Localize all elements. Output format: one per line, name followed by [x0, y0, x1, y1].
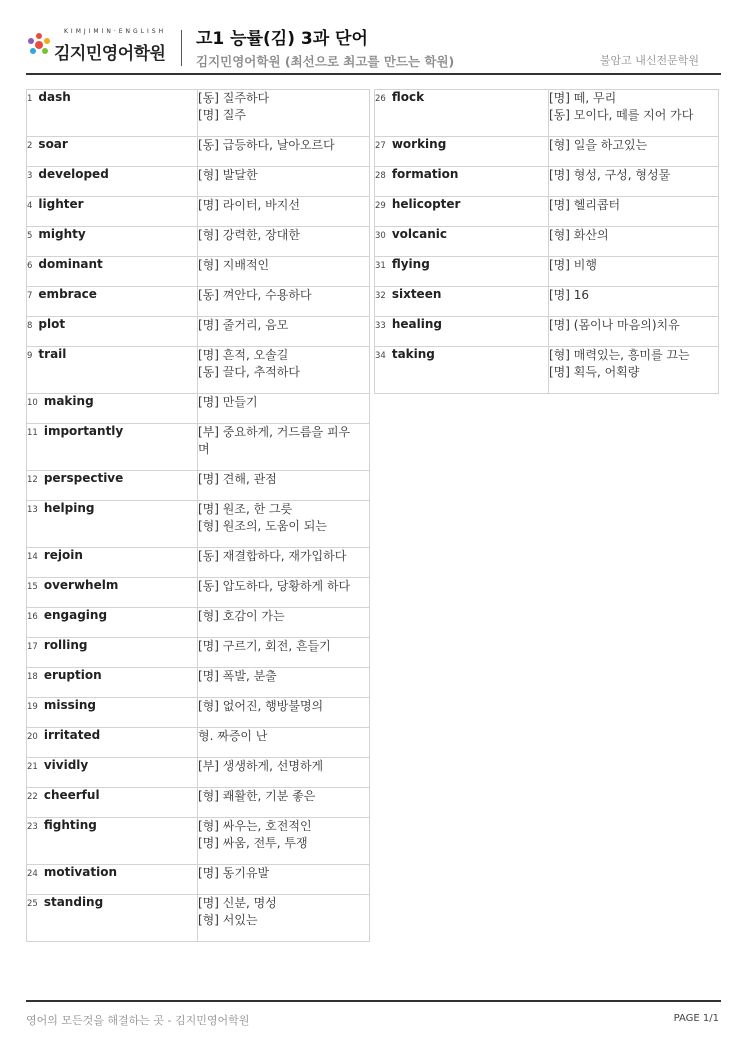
meaning-cell — [549, 197, 719, 227]
meaning-cell — [198, 698, 370, 728]
table-row — [27, 758, 370, 788]
table-row — [27, 578, 370, 608]
word-text: developed — [38, 167, 109, 181]
word-cell — [375, 347, 549, 394]
logo-mark-icon — [26, 32, 52, 58]
table-row — [27, 471, 370, 501]
table-row — [375, 137, 719, 167]
logo-tagline: KIMJIMIN·ENGLISH — [64, 28, 167, 35]
meaning-line: [형] 강력한, 장대한 — [198, 228, 300, 242]
meaning-line: [명] 만들기 — [198, 395, 258, 409]
meaning-line: [명] (몸이나 마음의)치유 — [549, 318, 680, 332]
word-number: 34 — [375, 351, 386, 361]
meaning-line: [명] 흔적, 오솔길 — [198, 348, 289, 362]
word-text: helping — [43, 501, 95, 515]
word-number: 9 — [27, 351, 33, 361]
word-cell — [27, 578, 198, 608]
word-text: vividly — [43, 758, 89, 772]
word-cell — [27, 501, 198, 548]
word-number: 22 — [27, 792, 38, 802]
meaning-line: [형] 호감이 가는 — [198, 609, 285, 623]
meaning-line: [명] 라이터, 바지선 — [198, 198, 300, 212]
meaning-line: [명] 16 — [549, 288, 590, 302]
word-cell — [375, 197, 549, 227]
meaning-cell — [198, 788, 370, 818]
meaning-line: [형] 없어진, 행방불명의 — [198, 699, 324, 713]
table-row — [375, 287, 719, 317]
word-cell — [375, 167, 549, 197]
table-row — [27, 895, 370, 942]
word-text: embrace — [38, 287, 97, 301]
word-number: 19 — [27, 702, 38, 712]
meaning-line: [동] 질주하다 — [198, 91, 270, 105]
word-number: 12 — [27, 475, 38, 485]
word-text: making — [43, 394, 94, 408]
word-cell — [27, 137, 198, 167]
meaning-line: [형] 지배적인 — [198, 258, 270, 272]
word-table-right — [374, 89, 719, 394]
table-row — [375, 347, 719, 394]
meaning-line: [명] 신분, 명성 — [198, 896, 277, 910]
meaning-line: [동] 모이다, 떼를 지어 가다 — [549, 108, 694, 122]
page-subtitle: 김지민영어학원 (최선으로 최고를 만드는 학원) — [196, 54, 455, 69]
word-text: fighting — [43, 818, 97, 832]
table-row — [375, 317, 719, 347]
word-number: 4 — [27, 201, 33, 211]
meaning-cell — [549, 227, 719, 257]
word-number: 18 — [27, 672, 38, 682]
meaning-line: [형] 쾌활한, 기분 좋은 — [198, 789, 316, 803]
word-cell — [27, 818, 198, 865]
meaning-line: [형] 일을 하고있는 — [549, 138, 648, 152]
meaning-cell — [549, 347, 719, 394]
word-text: irritated — [43, 728, 101, 742]
meaning-cell — [198, 90, 370, 137]
word-cell — [27, 758, 198, 788]
word-text: sixteen — [391, 287, 442, 301]
table-row — [27, 818, 370, 865]
word-cell — [27, 347, 198, 394]
word-cell — [27, 394, 198, 424]
word-cell — [27, 608, 198, 638]
meaning-cell — [549, 167, 719, 197]
meaning-line: [명] 헬리콥터 — [549, 198, 621, 212]
meaning-line: [동] 끌다, 추적하다 — [198, 365, 300, 379]
word-text: flying — [391, 257, 430, 271]
word-text: standing — [43, 895, 104, 909]
meaning-cell — [198, 394, 370, 424]
word-text: engaging — [43, 608, 108, 622]
meaning-cell — [198, 758, 370, 788]
meaning-line: [형] 화산의 — [549, 228, 609, 242]
word-number: 10 — [27, 398, 38, 408]
table-row — [27, 728, 370, 758]
meaning-line: [명] 구르기, 회전, 흔들기 — [198, 639, 331, 653]
word-number: 31 — [375, 261, 386, 271]
meaning-line: [명] 획득, 어획량 — [549, 365, 640, 379]
page-title: 고1 능률(김) 3과 단어 — [196, 29, 368, 49]
meaning-cell — [198, 728, 370, 758]
meaning-cell — [198, 818, 370, 865]
meaning-cell — [198, 865, 370, 895]
table-row — [27, 638, 370, 668]
table-row — [27, 394, 370, 424]
table-row — [27, 608, 370, 638]
table-row — [27, 137, 370, 167]
header-rule — [26, 73, 721, 75]
word-text: cheerful — [43, 788, 100, 802]
word-cell — [27, 471, 198, 501]
table-row — [27, 347, 370, 394]
word-cell — [27, 638, 198, 668]
word-cell — [27, 788, 198, 818]
meaning-line: [동] 재결합하다, 재가입하다 — [198, 549, 347, 563]
word-text: formation — [391, 167, 459, 181]
word-text: soar — [38, 137, 68, 151]
table-row — [27, 227, 370, 257]
table-row — [27, 317, 370, 347]
meaning-cell — [198, 137, 370, 167]
meaning-line: [명] 싸움, 전투, 투쟁 — [198, 836, 308, 850]
meaning-line: [형] 서있는 — [198, 913, 258, 927]
table-row — [27, 668, 370, 698]
word-number: 27 — [375, 141, 386, 151]
word-number: 21 — [27, 762, 38, 772]
word-number: 28 — [375, 171, 386, 181]
meaning-line: [부] 생생하게, 선명하게 — [198, 759, 324, 773]
word-text: lighter — [38, 197, 84, 211]
word-cell — [27, 197, 198, 227]
word-text: flock — [391, 90, 425, 104]
word-number: 3 — [27, 171, 33, 181]
word-text: perspective — [43, 471, 124, 485]
word-number: 5 — [27, 231, 33, 241]
word-cell — [27, 424, 198, 471]
word-table-left — [26, 89, 370, 942]
word-number: 6 — [27, 261, 33, 271]
table-row — [27, 424, 370, 471]
word-number: 17 — [27, 642, 38, 652]
word-number: 15 — [27, 582, 38, 592]
table-row — [27, 167, 370, 197]
word-number: 8 — [27, 321, 33, 331]
meaning-line: [부] 중요하게, 거드름을 피우 — [198, 425, 351, 439]
header-divider — [181, 30, 182, 66]
word-number: 11 — [27, 428, 38, 438]
word-cell — [27, 698, 198, 728]
meaning-line: [동] 압도하다, 당황하게 하다 — [198, 579, 351, 593]
meaning-cell — [198, 287, 370, 317]
word-text: healing — [391, 317, 442, 331]
academy-logo — [26, 26, 186, 66]
word-cell — [27, 227, 198, 257]
word-number: 29 — [375, 201, 386, 211]
table-row — [27, 788, 370, 818]
word-cell — [375, 137, 549, 167]
word-text: trail — [38, 347, 67, 361]
meaning-cell — [549, 90, 719, 137]
meaning-cell — [198, 347, 370, 394]
meaning-cell — [198, 608, 370, 638]
word-cell — [375, 90, 549, 137]
word-text: dominant — [38, 257, 103, 271]
meaning-cell — [198, 197, 370, 227]
meaning-cell — [198, 578, 370, 608]
meaning-cell — [198, 167, 370, 197]
meaning-line: [명] 떼, 무리 — [549, 91, 617, 105]
meaning-line: [명] 질주 — [198, 108, 246, 122]
word-cell — [27, 865, 198, 895]
word-text: rejoin — [43, 548, 83, 562]
meaning-line: [명] 원조, 한 그릇 — [198, 502, 293, 516]
word-text: plot — [38, 317, 66, 331]
footer-rule — [26, 1000, 721, 1002]
word-number: 32 — [375, 291, 386, 301]
meaning-cell — [198, 471, 370, 501]
word-cell — [27, 90, 198, 137]
meaning-cell — [549, 287, 719, 317]
word-number: 16 — [27, 612, 38, 622]
word-text: missing — [43, 698, 96, 712]
meaning-cell — [198, 424, 370, 471]
word-cell — [375, 257, 549, 287]
word-cell — [27, 668, 198, 698]
word-number: 13 — [27, 505, 38, 515]
meaning-cell — [549, 137, 719, 167]
meaning-cell — [198, 257, 370, 287]
meaning-cell — [549, 257, 719, 287]
meaning-line: [형] 원조의, 도움이 되는 — [198, 519, 327, 533]
page-number: PAGE 1/1 — [673, 1013, 719, 1024]
meaning-line: [형] 싸우는, 호전적인 — [198, 819, 312, 833]
meaning-line: [명] 줄거리, 음모 — [198, 318, 289, 332]
table-row — [27, 865, 370, 895]
word-text: overwhelm — [43, 578, 119, 592]
table-row — [375, 90, 719, 137]
meaning-line: [명] 동기유발 — [198, 866, 270, 880]
word-cell — [375, 227, 549, 257]
header-tag: 불암고 내신전문학원 — [599, 54, 699, 67]
meaning-cell — [198, 668, 370, 698]
word-text: volcanic — [391, 227, 447, 241]
table-row — [375, 257, 719, 287]
meaning-line: [명] 비행 — [549, 258, 597, 272]
word-text: rolling — [43, 638, 88, 652]
word-text: motivation — [43, 865, 117, 879]
meaning-line: [형] 발달한 — [198, 168, 258, 182]
word-number: 26 — [375, 94, 386, 104]
word-cell — [27, 287, 198, 317]
table-row — [27, 197, 370, 227]
meaning-line: 며 — [198, 442, 210, 456]
word-number: 23 — [27, 822, 38, 832]
word-text: working — [391, 137, 447, 151]
meaning-cell — [198, 548, 370, 578]
meaning-line: [명] 폭발, 분출 — [198, 669, 277, 683]
word-text: mighty — [38, 227, 86, 241]
word-text: helicopter — [391, 197, 461, 211]
word-text: taking — [391, 347, 435, 361]
table-row — [27, 257, 370, 287]
word-text: importantly — [43, 424, 124, 438]
meaning-line: [명] 형성, 구성, 형성물 — [549, 168, 671, 182]
table-row — [27, 90, 370, 137]
table-row — [375, 227, 719, 257]
word-cell — [27, 728, 198, 758]
word-number: 1 — [27, 94, 33, 104]
meaning-cell — [198, 638, 370, 668]
word-number: 24 — [27, 869, 38, 879]
table-row — [27, 501, 370, 548]
word-number: 20 — [27, 732, 38, 742]
word-number: 2 — [27, 141, 33, 151]
word-cell — [27, 548, 198, 578]
word-cell — [27, 257, 198, 287]
word-text: dash — [38, 90, 71, 104]
table-row — [375, 167, 719, 197]
word-number: 7 — [27, 291, 33, 301]
word-cell — [27, 317, 198, 347]
word-cell — [375, 317, 549, 347]
word-number: 25 — [27, 899, 38, 909]
meaning-cell — [198, 227, 370, 257]
table-row — [27, 287, 370, 317]
logo-name: 김지민영어학원 — [54, 44, 166, 64]
meaning-line: [동] 껴안다, 수용하다 — [198, 288, 312, 302]
footer-slogan: 영어의 모든것을 해결하는 곳 - 김지민영어학원 — [26, 1014, 250, 1027]
word-number: 30 — [375, 231, 386, 241]
meaning-cell — [198, 895, 370, 942]
word-text: eruption — [43, 668, 102, 682]
meaning-cell — [198, 501, 370, 548]
word-number: 33 — [375, 321, 386, 331]
table-row — [27, 548, 370, 578]
table-row — [375, 197, 719, 227]
meaning-cell — [549, 317, 719, 347]
meaning-line: [형] 매력있는, 흥미를 끄는 — [549, 348, 690, 362]
meaning-cell — [198, 317, 370, 347]
word-cell — [27, 167, 198, 197]
table-row — [27, 698, 370, 728]
meaning-line: [명] 견해, 관점 — [198, 472, 277, 486]
word-cell — [375, 287, 549, 317]
word-number: 14 — [27, 552, 38, 562]
word-cell — [27, 895, 198, 942]
meaning-line: [동] 급등하다, 날아오르다 — [198, 138, 335, 152]
meaning-line: 형. 짜증이 난 — [198, 729, 268, 743]
